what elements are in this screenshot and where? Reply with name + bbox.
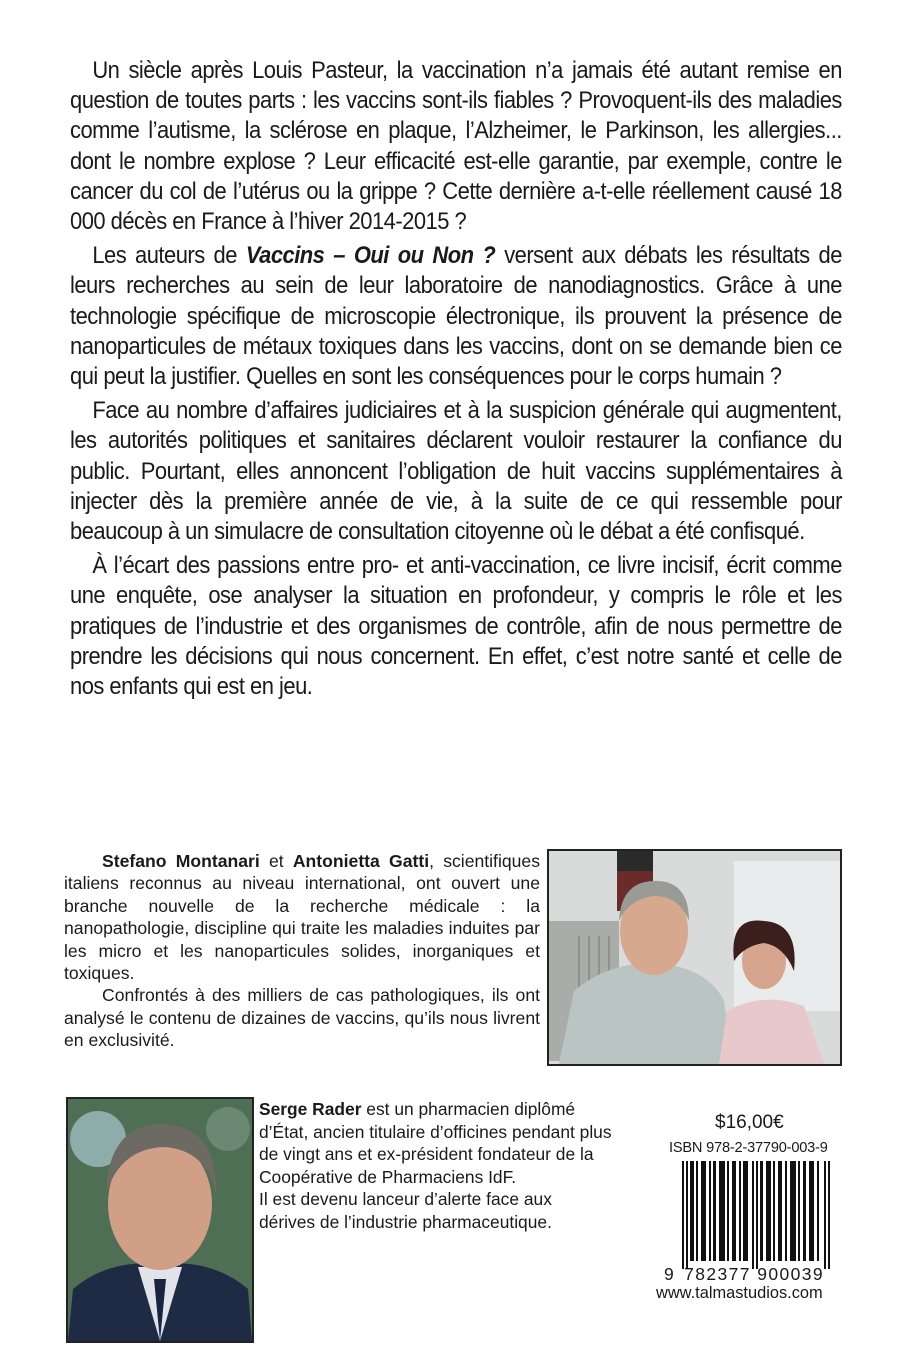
authors-bio <box>64 850 540 1052</box>
book-title: Vaccins – Oui ou Non ? <box>245 243 496 270</box>
back-cover-blurb <box>70 56 842 706</box>
rader-bio <box>259 1098 614 1234</box>
bio-text: est un pharmacien diplômé d’État, ancien titulaire d’officines pendant plus de vingt ans et ex-président fondateur de la Coopérative de Pharmaciens IdF. <box>259 1099 612 1187</box>
author-name: Antonietta Gatti <box>292 851 430 871</box>
blurb-paragraph-3: Face au nombre d’affaires judiciaires et à la suspicion générale qui augmentent, les autorités politiques et sanitaires déclarent vouloir restaurer la confiance du public. Pourtant, elles annoncent l’obligation de huit vaccins supplémentaires à injecter dès la première année de vie, à la suite de ce qui ressemble pour beaucoup à un simulacre de consultation citoyenne où le débat a été confisqué. <box>70 398 842 546</box>
blurb-text: Les auteurs de <box>92 243 246 270</box>
barcode-digits-group-1: 782377 <box>684 1264 751 1284</box>
connector-text: et <box>259 851 293 871</box>
blurb-text: versent aux débats les résultats de leurs recherches au sein de leur laboratoire de nanodiagnostics. Grâce à une technologie spécifique de microscopie électronique, ils prouvent la présence de nanoparticules de métaux toxiques dans les vaccins, dont on se demande bien ce qui peut la justifier. Quelles en sont les conséquences pour le corps humain ? <box>70 243 842 391</box>
barcode-number <box>664 1264 824 1285</box>
authors-photo <box>547 849 842 1066</box>
rader-bio-paragraph-2: Il est devenu lanceur d’alerte face aux dérives de l’industrie pharmaceutique. <box>259 1189 552 1232</box>
blurb-paragraph-4: À l’écart des passions entre pro- et anti-vaccination, ce livre incisif, écrit comme une enquête, ose analyser la situation en profondeur, y compris le rôle et les pratiques de l’industrie et des organismes de contrôle, afin de nous permettre de prendre les décisions qui nous concernent. En effet, c’est notre santé et celle de nos enfants qui est en jeu. <box>70 553 842 701</box>
price-label: $16,00€ <box>715 1112 784 1133</box>
bio-text: , scientifiques italiens reconnus au niveau international, ont ouvert une branche nouvelle de la recherche médicale : la nanopathologie, discipline qui traite les maladies induites par les micro et les nanoparticules solides, inorganiques et toxiques. <box>64 851 541 984</box>
barcode-digits-group-2: 900039 <box>757 1264 824 1284</box>
author-name: Stefano Montanari <box>102 851 260 871</box>
blurb-paragraph-1: Un siècle après Louis Pasteur, la vaccination n’a jamais été autant remise en question de toutes parts : les vaccins sont-ils fiables ? Provoquent-ils des maladies comme l’autisme, la sclérose en plaque, l’Alzheimer, le Parkinson, les allergies... dont le nombre explose ? Leur efficacité est-elle garantie, par exemple, contre le cancer du col de l’utérus ou la grippe ? Cette dernière a-t-elle réellement causé 18 000 décès en France à l’hiver 2014-2015 ? <box>70 58 842 236</box>
authors-bio-paragraph-1 <box>64 850 540 984</box>
barcode-icon <box>682 1161 830 1269</box>
publisher-website: www.talmastudios.com <box>656 1284 823 1302</box>
isbn-label: ISBN 978-2-37790-003-9 <box>669 1140 828 1156</box>
authors-bio-paragraph-2: Confrontés à des milliers de cas pathologiques, ils ont analysé le contenu de dizaines de vaccins, qu’ils nous livrent en exclusivité. <box>64 985 540 1051</box>
rader-photo <box>66 1097 254 1343</box>
authors-photo-illustration <box>549 851 840 1064</box>
author-name: Serge Rader <box>259 1099 362 1119</box>
barcode-digit-lead: 9 <box>664 1264 676 1284</box>
blurb-paragraph-2 <box>70 241 842 392</box>
rader-photo-illustration <box>68 1099 252 1341</box>
rader-bio-paragraph-1 <box>259 1098 614 1188</box>
